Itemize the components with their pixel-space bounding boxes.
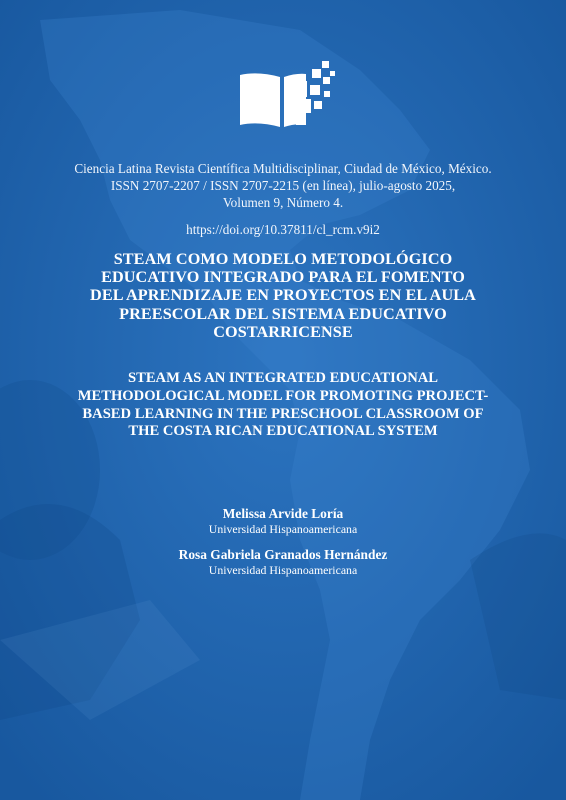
title-es-line: COSTARRICENSE [213,322,353,341]
title-es-line: EDUCATIVO INTEGRADO PARA EL FOMENTO [101,268,465,287]
title-en-line: STEAM AS AN INTEGRATED EDUCATIONAL [127,370,439,386]
title-es-line: PREESCOLAR DEL SISTEMA EDUCATIVO [119,304,447,323]
author-affiliation: Universidad Hispanoamericana [208,522,358,536]
journal-volume-line: Volumen 9, Número 4. [222,195,344,210]
author-name: Rosa Gabriela Granados Hernández [178,547,388,562]
author-affiliation: Universidad Hispanoamericana [208,563,358,577]
doi-link[interactable]: https://doi.org/10.37811/cl_rcm.v9i2 [186,222,380,237]
open-book-with-pixel-blocks-logo [236,55,336,135]
author-block [80,506,486,536]
journal-issn-line: ISSN 2707-2207 / ISSN 2707-2215 (en línea), julio-agosto 2025, [110,178,456,193]
title-es-line: STEAM COMO MODELO METODOLÓGICO [113,250,453,268]
title-en-line: THE COSTA RICAN EDUCATIONAL SYSTEM [128,423,438,440]
title-es-line: DEL APRENDIZAJE EN PROYECTOS EN EL AULA [90,286,476,305]
article-title-spanish [50,250,516,341]
author-block [80,547,486,577]
title-en-line: BASED LEARNING IN THE PRESCHOOL CLASSROOM OF [82,405,484,422]
journal-citation-line: Ciencia Latina Revista Científica Multidisciplinar, Ciudad de México, México. [74,161,492,176]
article-title-english [40,370,526,441]
author-name: Melissa Arvide Loría [222,506,344,521]
title-en-line: METHODOLOGICAL MODEL FOR PROMOTING PROJECT- [77,387,489,404]
